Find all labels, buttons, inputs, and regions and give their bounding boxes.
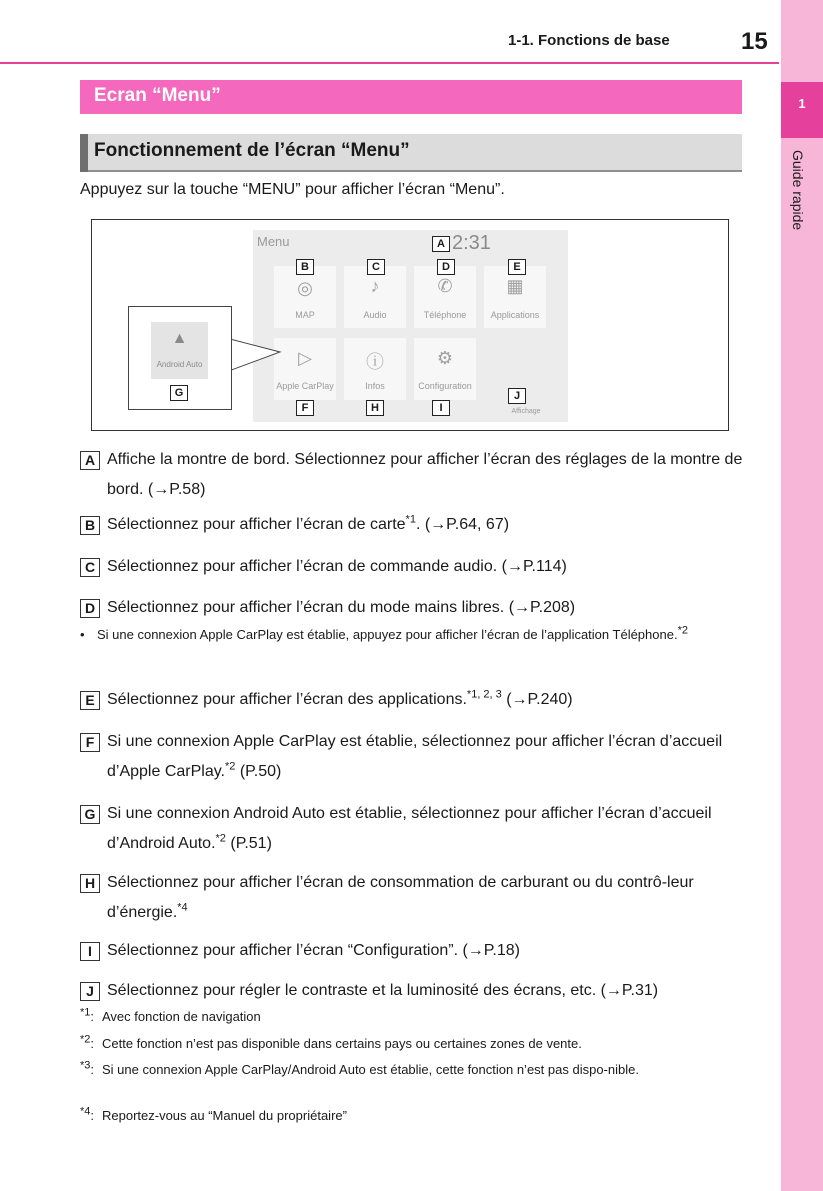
item-text: Affiche la montre de bord. Sélectionnez pour afficher l’écran des réglages de la montre de bord. (→P.58) xyxy=(107,451,743,498)
item-d xyxy=(80,593,750,623)
item-label: A xyxy=(80,451,100,470)
item-text-end: (P.50) xyxy=(235,763,282,780)
item-text: Sélectionnez pour afficher l’écran de commande audio. (→P.114) xyxy=(107,558,567,575)
item-text: Sélectionnez pour régler le contraste et la luminosité des écrans, etc. (→P.31) xyxy=(107,982,659,999)
item-label: G xyxy=(80,805,100,824)
badge-g: G xyxy=(170,385,188,401)
chapter-title: 1-1. Fonctions de base xyxy=(508,32,670,49)
footnote-ref: *2 xyxy=(677,624,688,637)
apps-grid-icon: ▦ xyxy=(506,276,524,296)
item-h xyxy=(80,868,750,928)
footnote: $^{*4}$: Reportez-vous au “Manuel du propriétaire” xyxy=(80,1107,740,1125)
item-label: B xyxy=(80,516,100,535)
carplay-label: Apple CarPlay xyxy=(276,381,334,391)
item-c xyxy=(80,552,750,582)
footnote: $^{*2}$: Cette fonction n’est pas disponible dans certains pays ou certaines zones de vente. xyxy=(80,1035,740,1053)
footnote-text: Avec fonction de navigation xyxy=(102,1009,261,1024)
callout-pointer xyxy=(226,330,286,380)
item-j xyxy=(80,976,750,1006)
apps-label: Applications xyxy=(490,310,540,320)
footnote-ref: *1 xyxy=(405,513,416,526)
item-label: E xyxy=(80,691,100,710)
gear-icon: ⚙ xyxy=(436,348,454,368)
badge-c: C xyxy=(367,259,385,275)
header-divider xyxy=(0,62,779,64)
bullet-dot: • xyxy=(80,627,85,642)
page-number: 15 xyxy=(741,28,768,55)
badge-e: E xyxy=(508,259,526,275)
config-label: Configuration xyxy=(418,381,472,391)
clock-display[interactable]: 2:31 xyxy=(452,232,491,254)
item-text: Si une connexion Apple CarPlay est établie, sélectionnez pour afficher l’écran d’accueil d’Apple CarPlay. xyxy=(107,733,723,780)
info-label: Infos xyxy=(365,381,385,391)
android-auto-icon: ▲ xyxy=(171,330,188,347)
item-g xyxy=(80,799,750,859)
badge-h: H xyxy=(366,400,384,416)
item-e xyxy=(80,685,750,715)
footnote-mark: *2 xyxy=(80,1033,91,1046)
footnote-ref: *4 xyxy=(177,901,188,914)
badge-b: B xyxy=(296,259,314,275)
subsection-accent xyxy=(80,134,88,172)
badge-a: A xyxy=(432,236,450,252)
badge-i: I xyxy=(432,400,450,416)
footnote-text: Si une connexion Apple CarPlay/Android Auto est établie, cette fonction n’est pas dispo-nible. xyxy=(102,1062,639,1077)
side-tab-number: 1 xyxy=(781,82,823,138)
section-title: Ecran “Menu” xyxy=(94,85,221,106)
info-icon: ⓘ xyxy=(366,352,384,372)
item-a xyxy=(80,445,750,505)
item-text-end: . (→P.64, 67) xyxy=(415,516,510,533)
subsection-title: Fonctionnement de l’écran “Menu” xyxy=(94,140,410,161)
item-f xyxy=(80,727,750,787)
item-d-bullet xyxy=(80,622,740,648)
footnote-mark: *1 xyxy=(80,1006,91,1019)
audio-label: Audio xyxy=(363,310,387,320)
item-label: I xyxy=(80,942,100,961)
phone-label: Téléphone xyxy=(423,310,467,320)
item-text: Sélectionnez pour afficher l’écran des applications. xyxy=(107,691,467,708)
map-icon: ◎ xyxy=(297,278,313,298)
item-label: D xyxy=(80,599,100,618)
item-text: Si une connexion Android Auto est établie, sélectionnez pour afficher l’écran d’accueil d’Android Auto. xyxy=(107,805,712,852)
item-label: F xyxy=(80,733,100,752)
item-label: H xyxy=(80,874,100,893)
item-i xyxy=(80,936,750,966)
item-text-end: (→P.240) xyxy=(501,691,573,708)
footnote: $^{*1}$: Avec fonction de navigation xyxy=(80,1008,740,1026)
bullet-text: Si une connexion Apple CarPlay est établie, appuyez pour afficher l’écran de l’application Téléphone. xyxy=(97,627,678,642)
badge-j: J xyxy=(508,388,526,404)
footnote-mark: *4 xyxy=(80,1105,91,1118)
footnote-text: Reportez-vous au “Manuel du propriétaire” xyxy=(102,1108,347,1123)
intro-text: Appuyez sur la touche “MENU” pour afficher l’écran “Menu”. xyxy=(80,181,505,198)
side-tab-label: Guide rapide xyxy=(790,150,806,231)
footnote-text: Cette fonction n’est pas disponible dans certains pays ou certaines zones de vente. xyxy=(102,1036,582,1051)
item-text: Sélectionnez pour afficher l’écran du mode mains libres. (→P.208) xyxy=(107,599,576,616)
footnote-ref: *1, 2, 3 xyxy=(466,688,502,701)
footnote: $^{*3}$: Si une connexion Apple CarPlay/Android Auto est établie, cette fonction n’est pas dispo-nible. xyxy=(80,1061,740,1079)
phone-icon: ✆ xyxy=(437,276,453,296)
footnote-mark: *3 xyxy=(80,1059,91,1072)
badge-d: D xyxy=(437,259,455,275)
screen-menu-label: Menu xyxy=(257,234,290,249)
item-text: Sélectionnez pour afficher l’écran “Configuration”. (→P.18) xyxy=(107,942,520,959)
item-label: J xyxy=(80,982,100,1001)
item-label: C xyxy=(80,558,100,577)
music-note-icon: ♪ xyxy=(370,276,380,296)
item-text: Sélectionnez pour afficher l’écran de carte xyxy=(107,516,406,533)
map-label: MAP xyxy=(295,310,315,320)
footnote-ref: *2 xyxy=(215,832,226,845)
play-icon: ▷ xyxy=(298,348,312,368)
display-label[interactable]: Affichage xyxy=(511,408,541,415)
item-text: Sélectionnez pour afficher l’écran de consommation de carburant ou du contrô-leur d’énergie. xyxy=(107,874,694,921)
item-b xyxy=(80,510,750,540)
footnote-ref: *2 xyxy=(224,760,236,773)
item-text-end: (P.51) xyxy=(225,835,272,852)
badge-f: F xyxy=(296,400,314,416)
android-auto-label: Android Auto xyxy=(156,360,203,369)
